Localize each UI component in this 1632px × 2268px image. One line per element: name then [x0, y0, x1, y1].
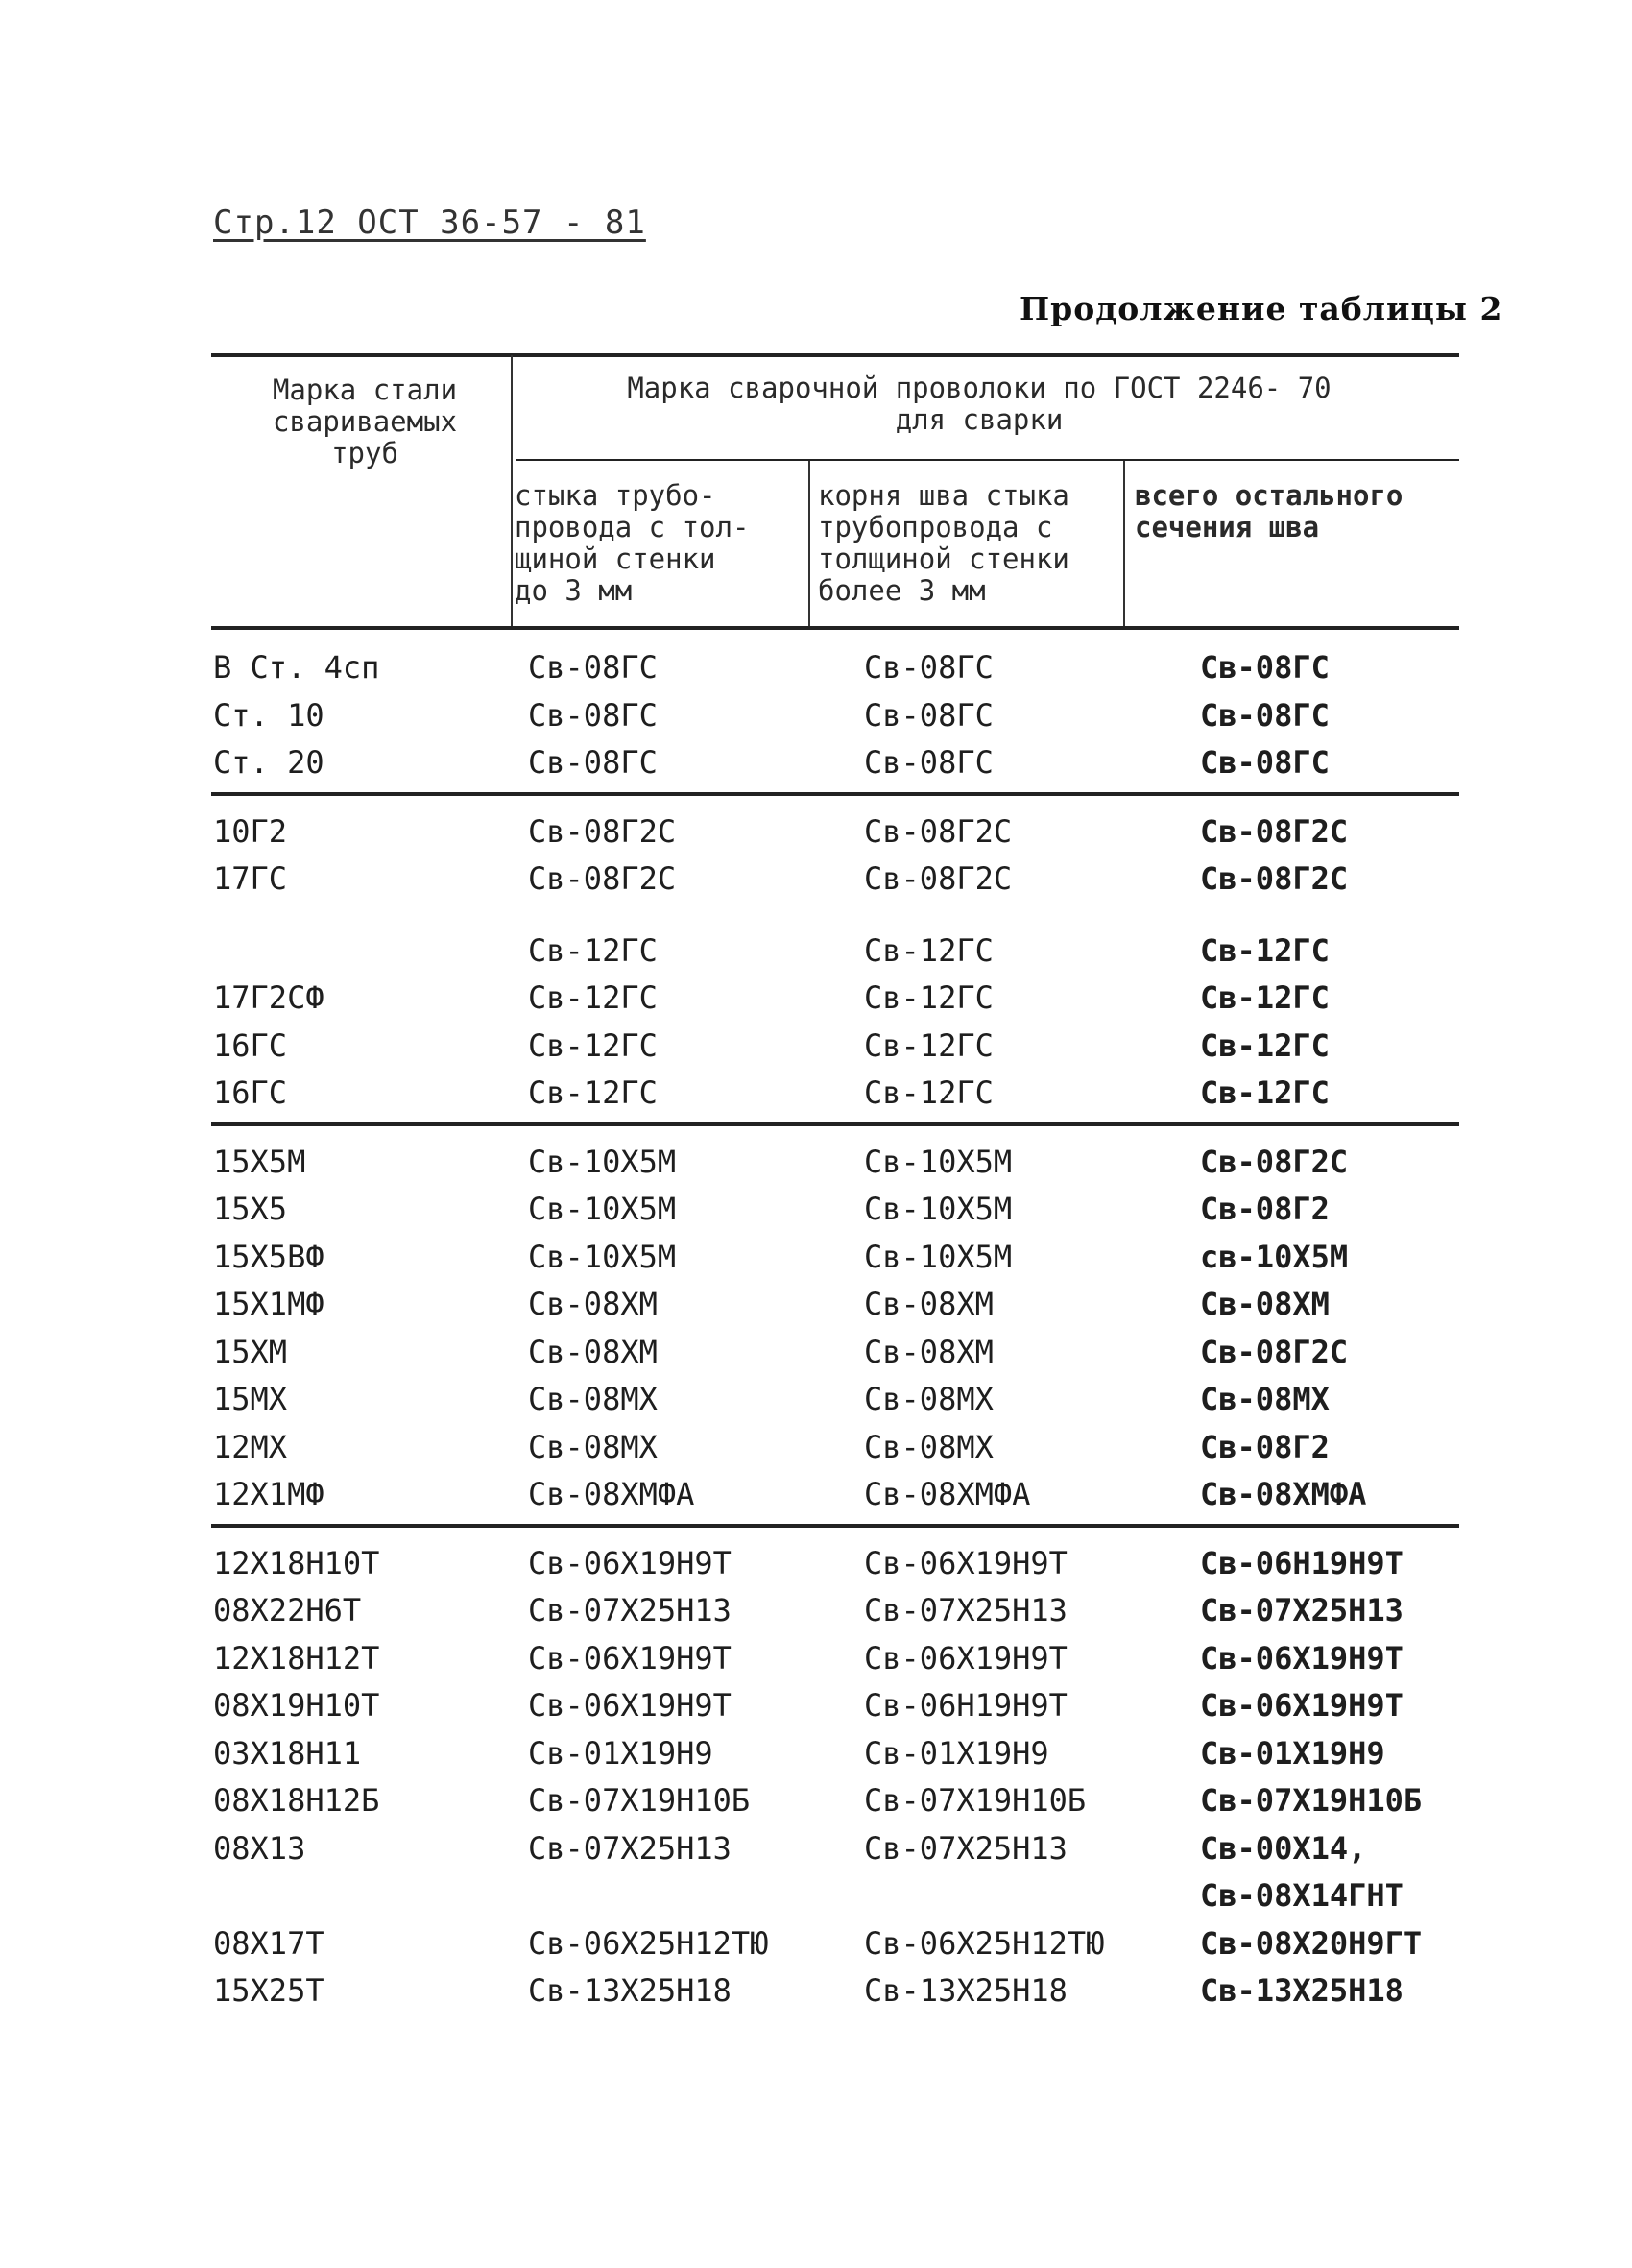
table-row	[211, 811, 1459, 859]
wire-rest-cell: Св-08Г2	[1200, 1191, 1330, 1227]
wire-root-cell: Св-06Х19Н9Т	[864, 1544, 1068, 1581]
wire-root-cell: Св-06Х25Н12ТЮ	[864, 1924, 1105, 1962]
wire-root-cell: Св-06Х19Н9Т	[864, 1639, 1068, 1677]
steel-grade-cell: 17Г2СФ	[213, 979, 324, 1016]
steel-grade-cell: В Ст. 4сп	[213, 649, 380, 686]
wire-joint-cell: Св-01Х19Н9	[528, 1734, 713, 1772]
wire-rest-cell: Св-12ГС	[1200, 1026, 1330, 1064]
header-steel-grade: Марка стали свариваемых труб	[272, 374, 458, 470]
table-row	[211, 1923, 1459, 1971]
table-row	[211, 695, 1459, 743]
steel-grade-cell: 10Г2	[213, 812, 288, 850]
wire-joint-cell: Св-08ГС	[528, 649, 658, 686]
steel-grade-cell: 12МХ	[213, 1428, 288, 1465]
table-row	[211, 1332, 1459, 1380]
wire-rest-cell: Св-07Х25Н13	[1200, 1592, 1404, 1629]
steel-grade-cell: 08Х17Т	[213, 1924, 324, 1962]
table-row	[211, 647, 1459, 695]
table-row	[211, 1474, 1459, 1522]
steel-grade-cell: 16ГС	[213, 1074, 288, 1111]
table-top-rule	[211, 353, 1459, 357]
wire-joint-cell: Св-06Х19Н9Т	[528, 1544, 732, 1581]
wire-root-cell: Св-08ХМ	[864, 1286, 994, 1322]
wire-joint-cell: Св-08МХ	[528, 1428, 658, 1465]
table-row	[211, 1025, 1459, 1074]
wire-root-cell: Св-08Г2С	[864, 812, 1013, 850]
wire-joint-cell: Св-10Х5М	[528, 1191, 677, 1227]
page-header: Стр.12 ОСТ 36-57 - 81	[213, 204, 646, 242]
table-row	[211, 930, 1459, 978]
wire-root-cell: Св-12ГС	[864, 1026, 994, 1064]
steel-grade-cell: 15МХ	[213, 1381, 288, 1417]
steel-grade-cell: 16ГС	[213, 1026, 288, 1064]
wire-root-cell: Св-08ГС	[864, 649, 994, 686]
steel-grade-cell: 12Х18Н12Т	[213, 1639, 380, 1677]
steel-grade-cell: 15Х25Т	[213, 1972, 324, 2009]
wire-root-cell: Св-06Н19Н9Т	[864, 1687, 1068, 1724]
table-row	[211, 1733, 1459, 1781]
wire-root-cell: Св-08Г2С	[864, 860, 1013, 897]
table-row	[211, 1638, 1459, 1686]
wire-joint-cell: Св-12ГС	[528, 979, 658, 1016]
wire-joint-cell: Св-08ГС	[528, 744, 658, 781]
table-row	[211, 1427, 1459, 1475]
table-row	[211, 1379, 1459, 1427]
wire-rest-cell: Св-08ХМ	[1200, 1286, 1330, 1322]
wire-rest-cell: Св-13Х25Н18	[1200, 1972, 1404, 2009]
wire-joint-cell: Св-07Х19Н10Б	[528, 1782, 751, 1819]
wire-rest-cell: Св-08Г2	[1200, 1428, 1330, 1465]
steel-grade-cell: 12Х18Н10Т	[213, 1544, 380, 1581]
wire-rest-cell: Св-12ГС	[1200, 1074, 1330, 1111]
table-continuation-label: Продолжение таблицы 2	[1020, 290, 1503, 327]
wire-root-cell: Св-12ГС	[864, 1074, 994, 1111]
wire-joint-cell: Св-10Х5М	[528, 1143, 677, 1180]
wire-joint-cell: Св-10Х5М	[528, 1238, 677, 1275]
wire-joint-cell: Св-06Х19Н9Т	[528, 1687, 732, 1724]
wire-rest-cell: Св-08Г2С	[1200, 860, 1349, 897]
wire-joint-cell: Св-08ХМ	[528, 1286, 658, 1322]
header-root-thick-wall: корня шва стыка трубопровода с толщиной стенки более 3 мм	[818, 479, 1069, 607]
wire-rest-cell: Св-06Н19Н9Т	[1200, 1544, 1404, 1581]
table-row	[211, 1189, 1459, 1237]
table-row	[211, 1142, 1459, 1190]
steel-grade-cell: 15Х5ВФ	[213, 1238, 324, 1275]
table-row	[211, 1875, 1459, 1923]
header-rest-of-weld: всего остального сечения шва	[1135, 479, 1404, 543]
wire-joint-cell: Св-08Г2С	[528, 812, 677, 850]
table-row	[211, 858, 1459, 906]
group-separator-rule	[211, 792, 1459, 796]
wire-root-cell: Св-08МХ	[864, 1381, 994, 1417]
steel-grade-cell: 15Х5	[213, 1191, 288, 1227]
wire-joint-cell: Св-06Х25Н12ТЮ	[528, 1924, 769, 1962]
wire-joint-cell: Св-12ГС	[528, 931, 658, 969]
wire-rest-cell: Св-08ГС	[1200, 696, 1330, 734]
steel-grade-cell: 08Х13	[213, 1829, 306, 1867]
steel-grade-cell: 15Х5М	[213, 1143, 306, 1180]
wire-rest-cell: Св-08МХ	[1200, 1381, 1330, 1417]
wire-joint-cell: Св-06Х19Н9Т	[528, 1639, 732, 1677]
wire-root-cell: Св-08МХ	[864, 1428, 994, 1465]
wire-joint-cell: Св-12ГС	[528, 1074, 658, 1111]
wire-joint-cell: Св-12ГС	[528, 1026, 658, 1064]
wire-rest-cell: Св-08ГС	[1200, 744, 1330, 781]
table-row	[211, 1828, 1459, 1876]
wire-rest-cell: Св-01Х19Н9	[1200, 1734, 1385, 1772]
header-wire-grade: Марка сварочной проволоки по ГОСТ 2246- 70 для сварки	[627, 372, 1332, 436]
wire-root-cell: Св-07Х25Н13	[864, 1592, 1068, 1629]
wire-root-cell: Св-01Х19Н9	[864, 1734, 1049, 1772]
group-separator-rule	[211, 1122, 1459, 1126]
wire-root-cell: Св-12ГС	[864, 931, 994, 969]
header-bottom-rule	[211, 626, 1459, 630]
wire-rest-cell: Св-12ГС	[1200, 979, 1330, 1016]
header-divider-1	[511, 355, 513, 626]
wire-joint-cell: Св-08ГС	[528, 696, 658, 734]
wire-rest-cell: Св-08ГС	[1200, 649, 1330, 686]
table-row	[211, 1284, 1459, 1332]
wire-rest-cell: Св-08Г2С	[1200, 1333, 1349, 1370]
wire-root-cell: Св-07Х19Н10Б	[864, 1782, 1087, 1819]
table-row	[211, 1780, 1459, 1828]
table-row	[211, 742, 1459, 790]
wire-root-cell: Св-08ГС	[864, 696, 994, 734]
header-joint-thin-wall: стыка трубо- провода с тол- щиной стенки до 3 мм	[515, 479, 750, 607]
wire-rest-cell: Св-00Х14,	[1200, 1829, 1367, 1867]
wire-root-cell: Св-12ГС	[864, 979, 994, 1016]
wire-rest-cell: Св-06Х19Н9Т	[1200, 1639, 1404, 1677]
steel-grade-cell: 08Х18Н12Б	[213, 1782, 380, 1819]
wire-joint-cell: Св-07Х25Н13	[528, 1829, 732, 1867]
header-divider-2	[808, 461, 810, 626]
steel-grade-cell: 08Х19Н10Т	[213, 1687, 380, 1724]
wire-root-cell: Св-10Х5М	[864, 1143, 1013, 1180]
wire-rest-cell: Св-08Х20Н9ГТ	[1200, 1924, 1423, 1962]
group-separator-rule	[211, 1524, 1459, 1528]
table-row	[211, 1590, 1459, 1638]
wire-root-cell: Св-10Х5М	[864, 1238, 1013, 1275]
table-row	[211, 1543, 1459, 1591]
wire-root-cell: Св-07Х25Н13	[864, 1829, 1068, 1867]
wire-rest-cell: Св-12ГС	[1200, 931, 1330, 969]
wire-rest-cell: св-10Х5М	[1200, 1238, 1349, 1275]
wire-root-cell: Св-08ХМ	[864, 1333, 994, 1370]
steel-grade-cell: 12Х1МФ	[213, 1476, 324, 1512]
wire-rest-cell: Св-08Г2С	[1200, 1143, 1349, 1180]
steel-grade-cell: 15ХМ	[213, 1333, 288, 1370]
wire-joint-cell: Св-08ХМ	[528, 1333, 658, 1370]
steel-grade-cell: Ст. 10	[213, 696, 324, 734]
wire-rest-cell: Св-06Х19Н9Т	[1200, 1687, 1404, 1724]
table-row	[211, 977, 1459, 1025]
wire-joint-cell: Св-08Г2С	[528, 860, 677, 897]
wire-joint-cell: Св-07Х25Н13	[528, 1592, 732, 1629]
wire-root-cell: Св-08ХМФА	[864, 1476, 1031, 1512]
wire-rest-cell: Св-07Х19Н10Б	[1200, 1782, 1423, 1819]
steel-grade-cell: 15Х1МФ	[213, 1286, 324, 1322]
table-row	[211, 1073, 1459, 1121]
wire-rest-cell: Св-08Х14ГНТ	[1200, 1877, 1404, 1914]
wire-joint-cell: Св-08МХ	[528, 1381, 658, 1417]
steel-grade-cell: 08Х22Н6Т	[213, 1592, 362, 1629]
wire-rest-cell: Св-08ХМФА	[1200, 1476, 1367, 1512]
table-row	[211, 1970, 1459, 2018]
wire-root-cell: Св-10Х5М	[864, 1191, 1013, 1227]
steel-grade-cell: Ст. 20	[213, 744, 324, 781]
wire-joint-cell: Св-08ХМФА	[528, 1476, 695, 1512]
table-row	[211, 1685, 1459, 1733]
steel-grade-cell: 03Х18Н11	[213, 1734, 362, 1772]
wire-root-cell: Св-13Х25Н18	[864, 1972, 1068, 2009]
wire-root-cell: Св-08ГС	[864, 744, 994, 781]
table-row	[211, 1237, 1459, 1285]
steel-grade-cell: 17ГС	[213, 860, 288, 897]
wire-rest-cell: Св-08Г2С	[1200, 812, 1349, 850]
subheader-rule	[516, 459, 1459, 461]
wire-joint-cell: Св-13Х25Н18	[528, 1972, 732, 2009]
